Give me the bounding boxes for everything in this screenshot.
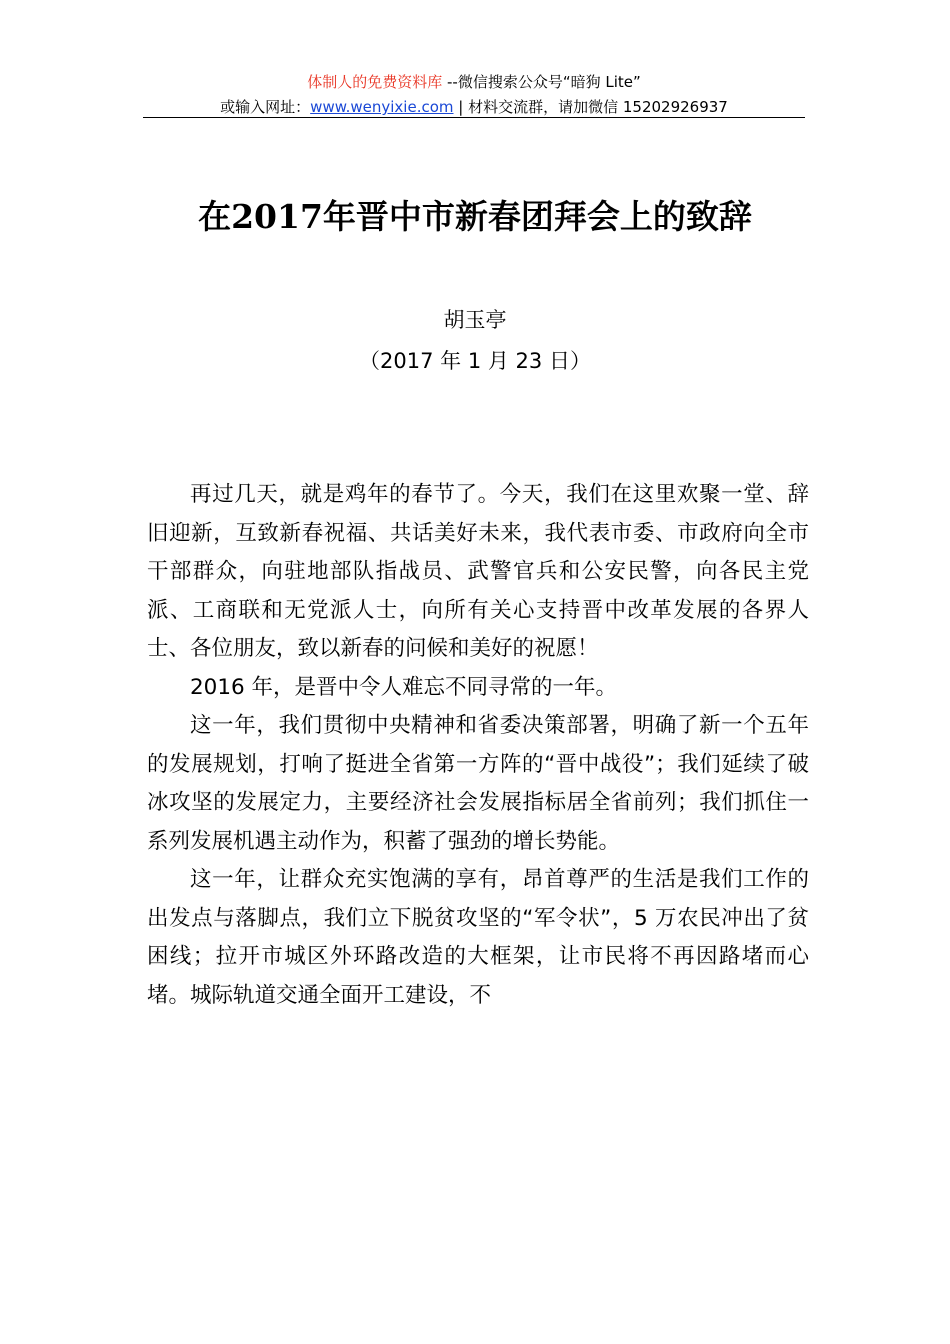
paragraph: 这一年，我们贯彻中央精神和省委决策部署，明确了新一个五年的发展规划，打响了挺进全省第一方阵的“晋中战役”；我们延续了破冰攻坚的发展定力，主要经济社会发展指标居全省前列；我们抓住一系列发展机遇主动作为，积蓄了强劲的增长势能。 — [147, 713, 809, 854]
header-line-1 — [143, 70, 805, 95]
paragraph: 这一年，让群众充实饱满的享有，昂首尊严的生活是我们工作的出发点与落脚点，我们立下脱贫攻坚的“军令状”，5 万农民冲出了贫困线；拉开市城区外环路改造的大框架，让市民将不再因路堵而心堵。城际轨道交通全面开工建设，不 — [147, 867, 809, 1008]
document-date: （2017 年 1 月 23 日） — [359, 349, 591, 373]
brand-text: 体制人的免费资料库 — [307, 73, 443, 91]
paragraph: 再过几天，就是鸡年的春节了。今天，我们在这里欢聚一堂、辞旧迎新，互致新春祝福、共话美好未来，我代表市委、市政府向全市干部群众，向驻地部队指战员、武警官兵和公安民警，向各民主党派、工商联和无党派人士，向所有关心支持晋中改革发展的各界人士、各位朋友，致以新春的问候和美好的祝愿！ — [147, 482, 809, 661]
website-link[interactable]: www.wenyixie.com — [310, 98, 454, 116]
author-name: 胡玉亭 — [443, 308, 507, 332]
document-body — [147, 476, 809, 1015]
tagline-text: --微信搜索公众号“暗狗 Lite” — [442, 73, 641, 91]
url-suffix: | 材料交流群，请加微信 15202926937 — [453, 98, 728, 116]
header-divider — [143, 117, 805, 118]
url-prefix: 或输入网址： — [220, 98, 311, 116]
watermark-header — [143, 70, 805, 120]
paragraph: 2016 年，是晋中令人难忘不同寻常的一年。 — [190, 674, 618, 700]
document-title: 在2017年晋中市新春团拜会上的致辞 — [198, 197, 752, 236]
